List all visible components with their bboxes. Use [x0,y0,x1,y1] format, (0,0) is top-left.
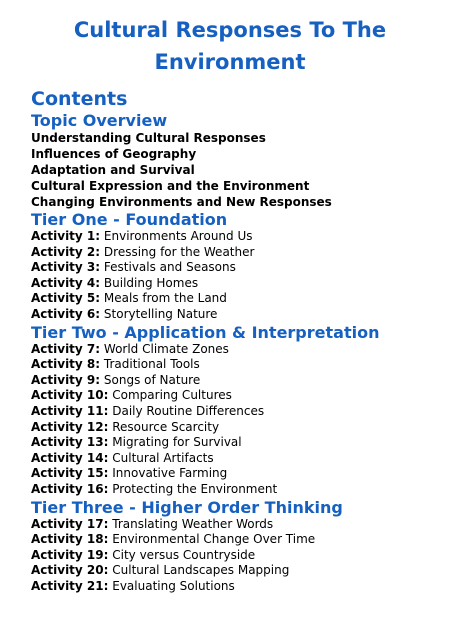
activity-title: Translating Weather Words [112,516,274,531]
tier-two-list [31,342,451,498]
table-of-contents [31,87,451,594]
activity-title: Environmental Change Over Time [112,532,316,547]
activity-title: Daily Routine Differences [112,403,265,418]
overview-item: Influences of Geography [31,147,197,161]
activity-item [31,548,451,564]
tier-three-list [31,517,451,595]
activity-item [31,245,451,261]
activity-item [31,388,451,404]
activity-item [31,517,451,533]
page-title [0,14,460,78]
activity-number: Activity 6: [31,306,101,321]
activity-item [31,229,451,245]
activity-title: Festivals and Seasons [103,260,236,275]
page-title-line-2: Environment [154,50,306,74]
activity-number: Activity 20: [31,563,109,578]
topic-overview-heading: Topic Overview [31,111,168,130]
activity-title: Evaluating Solutions [112,578,235,593]
activity-item [31,276,451,292]
activity-number: Activity 7: [31,341,101,356]
activity-title: Resource Scarcity [112,419,220,434]
page-title-line-1: Cultural Responses To The [73,18,387,42]
activity-title: Storytelling Nature [103,306,218,321]
activity-number: Activity 16: [31,481,109,496]
activity-title: Environments Around Us [103,229,253,243]
activity-number: Activity 14: [31,450,109,465]
activity-number: Activity 21: [31,578,109,593]
activity-title: Dressing for the Weather [103,244,255,259]
activity-title: Cultural Landscapes Mapping [112,563,290,578]
activity-item [31,404,451,420]
activity-item [31,451,451,467]
activity-number: Activity 4: [31,275,101,290]
activity-number: Activity 10: [31,388,109,403]
activity-title: Building Homes [103,275,199,290]
activity-number: Activity 9: [31,372,101,387]
overview-item: Changing Environments and New Responses [31,195,332,209]
activity-item [31,307,451,323]
activity-number: Activity 18: [31,532,109,547]
activity-number: Activity 12: [31,419,109,434]
activity-title: Migrating for Survival [112,435,242,450]
activity-title: Songs of Nature [103,372,201,387]
tier-three-heading: Tier Three - Higher Order Thinking [31,497,343,517]
overview-item: Adaptation and Survival [31,163,195,177]
activity-number: Activity 17: [31,516,109,531]
activity-title: Comparing Cultures [112,388,232,403]
activity-number: Activity 3: [31,260,101,275]
activity-item [31,342,451,358]
tier-one-heading: Tier One - Foundation [31,210,228,229]
tier-one-list [31,229,451,323]
activity-item [31,435,451,451]
activity-item [31,373,451,389]
overview-item: Cultural Expression and the Environment [31,179,310,193]
activity-title: Meals from the Land [103,291,227,306]
activity-title: Protecting the Environment [112,481,278,496]
activity-title: World Climate Zones [103,341,229,356]
activity-number: Activity 8: [31,357,101,372]
activity-item [31,357,451,373]
activity-number: Activity 13: [31,435,109,450]
contents-heading: Contents [31,88,128,110]
activity-number: Activity 15: [31,466,109,481]
activity-item [31,482,451,498]
activity-item [31,420,451,436]
activity-item [31,260,451,276]
activity-title: Innovative Farming [112,466,228,481]
activity-number: Activity 5: [31,291,101,306]
activity-item [31,579,451,595]
activity-item [31,291,451,307]
activity-item [31,466,451,482]
activity-number: Activity 2: [31,244,101,259]
activity-number: Activity 1: [31,229,101,243]
activity-title: Traditional Tools [103,357,200,372]
activity-title: City versus Countryside [112,547,256,562]
activity-number: Activity 19: [31,547,109,562]
overview-item: Understanding Cultural Responses [31,131,266,145]
activity-number: Activity 11: [31,403,109,418]
activity-item [31,532,451,548]
activity-title: Cultural Artifacts [112,450,214,465]
topic-overview-list [31,130,451,210]
tier-two-heading: Tier Two - Application & Interpretation [31,322,380,342]
activity-item [31,563,451,579]
